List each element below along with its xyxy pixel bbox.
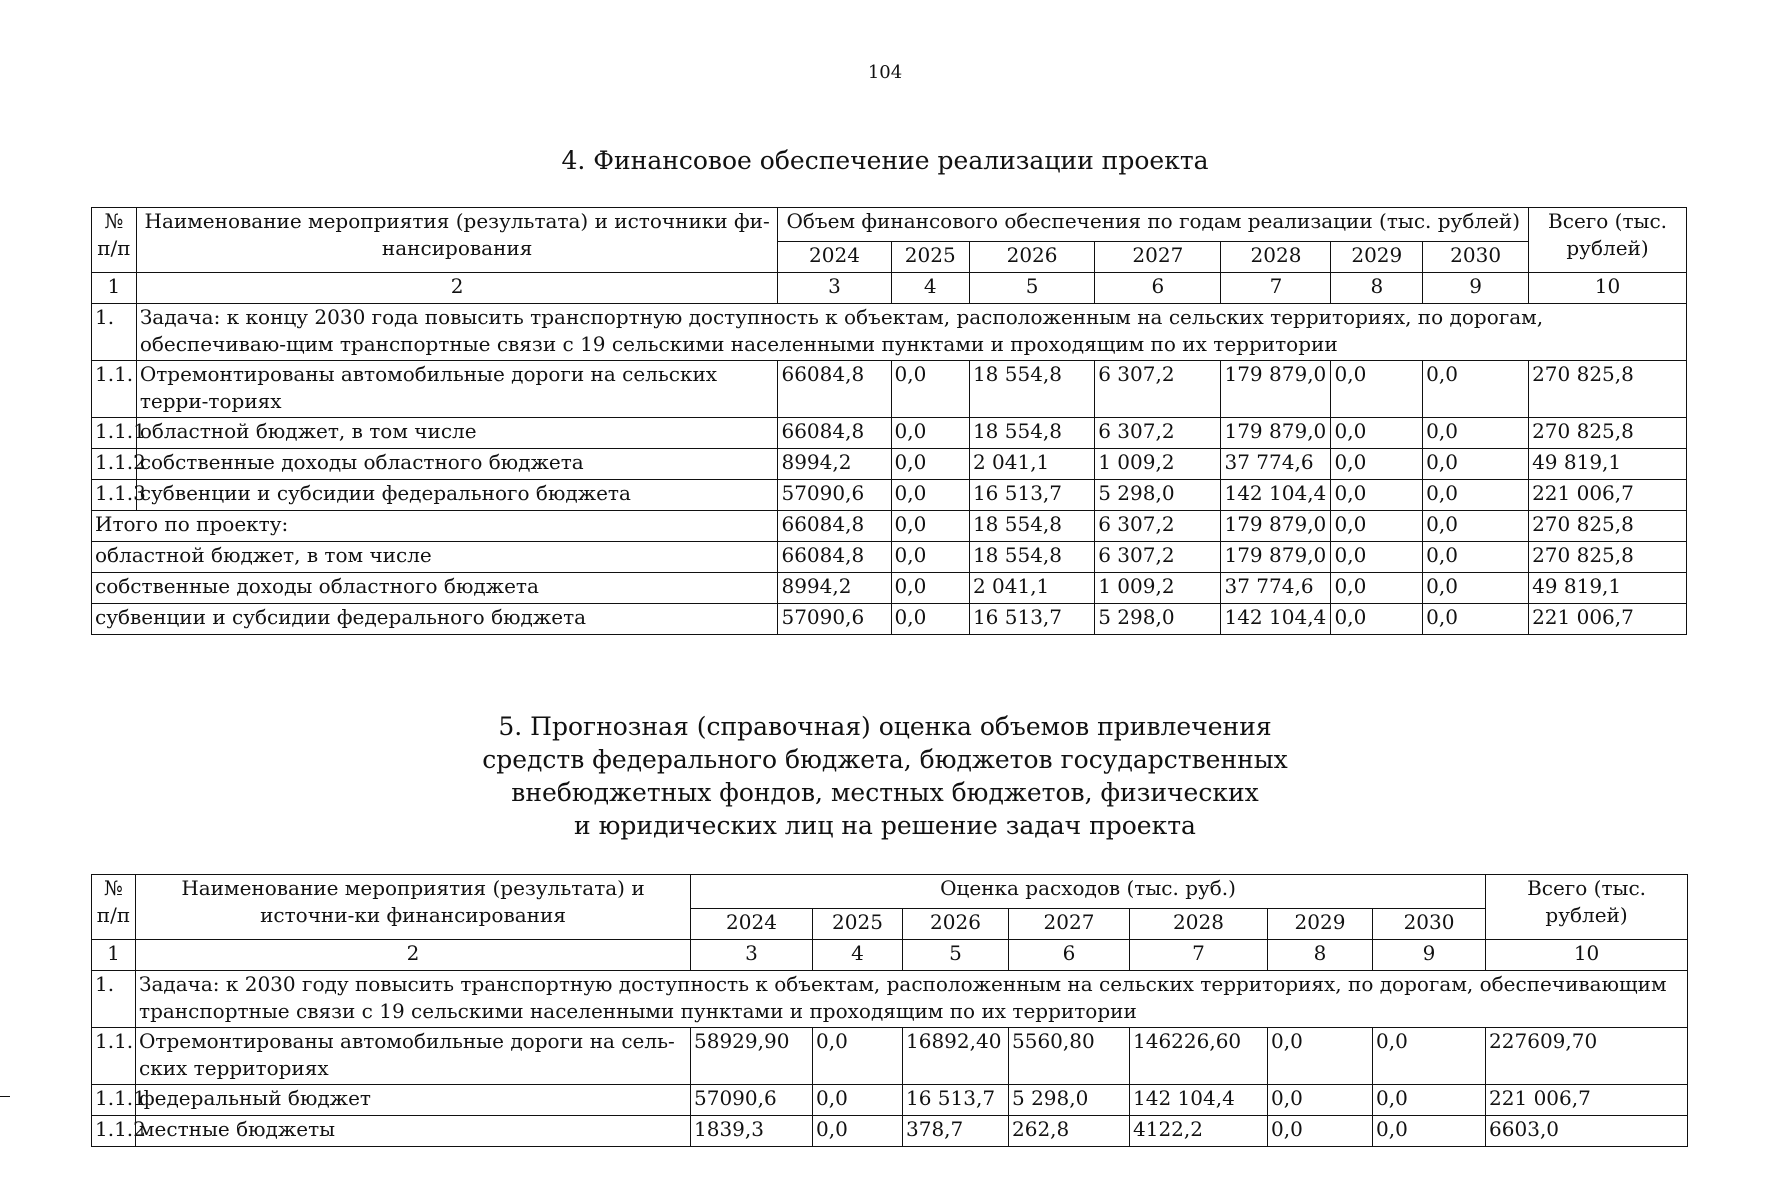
- row-value: 0,0: [1331, 480, 1423, 511]
- row-value: 0,0: [1268, 1116, 1373, 1147]
- row-value: 5560,80: [1009, 1028, 1130, 1085]
- row-num: 1.1.: [92, 361, 137, 418]
- row-name: областной бюджет, в том числе: [136, 418, 778, 449]
- financing-table: [91, 207, 1687, 635]
- task-row: [92, 304, 1687, 361]
- row-value: 1839,3: [691, 1116, 813, 1147]
- row-value: 4122,2: [1130, 1116, 1268, 1147]
- total-value: 1 009,2: [1095, 573, 1221, 604]
- row-value: 0,0: [1331, 418, 1423, 449]
- row-value: 270 825,8: [1529, 418, 1687, 449]
- data-row: [92, 1085, 1688, 1116]
- row-num: 1.1.2: [92, 449, 137, 480]
- row-value: 0,0: [1423, 480, 1529, 511]
- row-value: 0,0: [1373, 1085, 1486, 1116]
- total-value: 179 879,0: [1221, 511, 1331, 542]
- total-value: 8994,2: [778, 573, 891, 604]
- row-value: 6603,0: [1486, 1116, 1688, 1147]
- row-value: 0,0: [891, 361, 969, 418]
- column-number-row: [92, 273, 1687, 304]
- row-value: 16892,40: [903, 1028, 1009, 1085]
- column-number: 6: [1095, 273, 1221, 304]
- row-value: 18 554,8: [969, 418, 1094, 449]
- row-value: 6 307,2: [1095, 361, 1221, 418]
- total-row: [92, 573, 1687, 604]
- column-number: 1: [92, 273, 137, 304]
- section-5-title-line: средств федерального бюджета, бюджетов государственных: [482, 745, 1288, 774]
- row-value: 0,0: [813, 1116, 903, 1147]
- row-value: 142 104,4: [1221, 480, 1331, 511]
- row-value: 0,0: [1268, 1085, 1373, 1116]
- row-name: местные бюджеты: [136, 1116, 691, 1147]
- section-5-title: [0, 710, 1770, 842]
- header-name: Наименование мероприятия (результата) и источники фи-нансирования: [136, 208, 778, 273]
- column-number: 7: [1221, 273, 1331, 304]
- data-row: [92, 1028, 1688, 1085]
- total-value: 0,0: [891, 604, 969, 635]
- row-num: 1.1.2: [92, 1116, 136, 1147]
- total-value: 270 825,8: [1529, 511, 1687, 542]
- total-name: областной бюджет, в том числе: [92, 542, 778, 573]
- row-name: федеральный бюджет: [136, 1085, 691, 1116]
- header-year: 2027: [1009, 909, 1130, 940]
- row-value: 2 041,1: [969, 449, 1094, 480]
- row-value: 5 298,0: [1095, 480, 1221, 511]
- task-num: 1.: [92, 971, 136, 1028]
- total-value: 179 879,0: [1221, 542, 1331, 573]
- forecast-table: [91, 874, 1688, 1147]
- header-year: 2024: [691, 909, 813, 940]
- row-value: 0,0: [1268, 1028, 1373, 1085]
- row-value: 0,0: [813, 1085, 903, 1116]
- margin-mark: [0, 1096, 10, 1097]
- header-year: 2030: [1373, 909, 1486, 940]
- row-value: 179 879,0: [1221, 361, 1331, 418]
- data-row: [92, 480, 1687, 511]
- row-value: 58929,90: [691, 1028, 813, 1085]
- row-name: субвенции и субсидии федерального бюджета: [136, 480, 778, 511]
- row-value: 0,0: [1423, 418, 1529, 449]
- row-value: 66084,8: [778, 418, 891, 449]
- header-years-group: Объем финансового обеспечения по годам реализации (тыс. рублей): [778, 208, 1529, 242]
- total-row: [92, 511, 1687, 542]
- row-value: 0,0: [891, 480, 969, 511]
- total-value: 0,0: [1423, 604, 1529, 635]
- total-row: [92, 604, 1687, 635]
- header-num: № п/п: [92, 875, 136, 940]
- column-number: 5: [969, 273, 1094, 304]
- header-year: 2028: [1221, 242, 1331, 273]
- header-year: 2026: [969, 242, 1094, 273]
- header-year: 2028: [1130, 909, 1268, 940]
- row-value: 0,0: [1331, 449, 1423, 480]
- total-value: 18 554,8: [969, 511, 1094, 542]
- total-value: 0,0: [891, 542, 969, 573]
- header-name: Наименование мероприятия (результата) и источни-ки финансирования: [136, 875, 691, 940]
- column-number: 3: [691, 940, 813, 971]
- row-value: 8994,2: [778, 449, 891, 480]
- total-value: 2 041,1: [969, 573, 1094, 604]
- total-value: 0,0: [891, 573, 969, 604]
- data-row: [92, 449, 1687, 480]
- page-number: 104: [867, 62, 903, 83]
- header-total: Всего (тыс. рублей): [1486, 875, 1688, 940]
- column-number: 9: [1373, 940, 1486, 971]
- data-row: [92, 418, 1687, 449]
- total-value: 270 825,8: [1529, 542, 1687, 573]
- section-5-title-line: и юридических лиц на решение задач проекта: [574, 811, 1196, 840]
- task-row: [92, 971, 1688, 1028]
- total-value: 5 298,0: [1095, 604, 1221, 635]
- column-number: 2: [136, 273, 778, 304]
- header-year: 2024: [778, 242, 891, 273]
- row-value: 0,0: [891, 418, 969, 449]
- total-name: собственные доходы областного бюджета: [92, 573, 778, 604]
- row-value: 142 104,4: [1130, 1085, 1268, 1116]
- total-value: 221 006,7: [1529, 604, 1687, 635]
- row-name: Отремонтированы автомобильные дороги на сель-ских территориях: [136, 1028, 691, 1085]
- header-year: 2025: [813, 909, 903, 940]
- section-5-title-line: внебюджетных фондов, местных бюджетов, физических: [511, 778, 1259, 807]
- row-value: 6 307,2: [1095, 418, 1221, 449]
- total-value: 0,0: [1423, 573, 1529, 604]
- total-value: 0,0: [1331, 542, 1423, 573]
- total-value: 66084,8: [778, 542, 891, 573]
- header-total: Всего (тыс. рублей): [1529, 208, 1687, 273]
- row-value: 262,8: [1009, 1116, 1130, 1147]
- row-value: 270 825,8: [1529, 361, 1687, 418]
- row-value: 221 006,7: [1486, 1085, 1688, 1116]
- task-text: Задача: к 2030 году повысить транспортную доступность к объектам, расположенным на сельских территориях, по дорогам, обеспечивающим транспортные связи с 19 сельскими населенными пунктами и проходящим по их территории: [136, 971, 1688, 1028]
- task-num: 1.: [92, 304, 137, 361]
- column-number: 6: [1009, 940, 1130, 971]
- column-number-row: [92, 940, 1688, 971]
- header-year: 2029: [1268, 909, 1373, 940]
- header-year: 2025: [891, 242, 969, 273]
- row-value: 16 513,7: [969, 480, 1094, 511]
- header-row: [92, 208, 1687, 242]
- row-value: 5 298,0: [1009, 1085, 1130, 1116]
- total-value: 0,0: [1423, 511, 1529, 542]
- column-number: 9: [1423, 273, 1529, 304]
- row-value: 0,0: [813, 1028, 903, 1085]
- row-value: 57090,6: [778, 480, 891, 511]
- row-value: 0,0: [1373, 1028, 1486, 1085]
- total-value: 16 513,7: [969, 604, 1094, 635]
- row-value: 0,0: [1423, 449, 1529, 480]
- total-value: 0,0: [1331, 604, 1423, 635]
- row-value: 49 819,1: [1529, 449, 1687, 480]
- row-value: 66084,8: [778, 361, 891, 418]
- header-row: [92, 875, 1688, 909]
- row-value: 146226,60: [1130, 1028, 1268, 1085]
- column-number: 8: [1268, 940, 1373, 971]
- row-name: Отремонтированы автомобильные дороги на сельских терри-ториях: [136, 361, 778, 418]
- total-value: 49 819,1: [1529, 573, 1687, 604]
- row-num: 1.1.3: [92, 480, 137, 511]
- row-value: 18 554,8: [969, 361, 1094, 418]
- row-num: 1.1.1: [92, 1085, 136, 1116]
- column-number: 7: [1130, 940, 1268, 971]
- row-value: 179 879,0: [1221, 418, 1331, 449]
- row-value: 0,0: [1331, 361, 1423, 418]
- column-number: 10: [1486, 940, 1688, 971]
- column-number: 2: [136, 940, 691, 971]
- total-value: 0,0: [1331, 511, 1423, 542]
- row-value: 0,0: [891, 449, 969, 480]
- total-value: 18 554,8: [969, 542, 1094, 573]
- column-number: 3: [778, 273, 891, 304]
- total-value: 57090,6: [778, 604, 891, 635]
- header-year: 2029: [1331, 242, 1423, 273]
- column-number: 4: [891, 273, 969, 304]
- section-5-title-line: 5. Прогнозная (справочная) оценка объемов привлечения: [498, 712, 1272, 741]
- total-value: 6 307,2: [1095, 542, 1221, 573]
- total-value: 142 104,4: [1221, 604, 1331, 635]
- total-value: 37 774,6: [1221, 573, 1331, 604]
- column-number: 4: [813, 940, 903, 971]
- total-value: 0,0: [1423, 542, 1529, 573]
- column-number: 10: [1529, 273, 1687, 304]
- header-years-group: Оценка расходов (тыс. руб.): [691, 875, 1486, 909]
- column-number: 5: [903, 940, 1009, 971]
- total-value: 0,0: [1331, 573, 1423, 604]
- header-year: 2027: [1095, 242, 1221, 273]
- row-value: 57090,6: [691, 1085, 813, 1116]
- total-value: 66084,8: [778, 511, 891, 542]
- total-row: [92, 542, 1687, 573]
- header-year: 2026: [903, 909, 1009, 940]
- header-num: № п/п: [92, 208, 137, 273]
- total-name: Итого по проекту:: [92, 511, 778, 542]
- row-name: собственные доходы областного бюджета: [136, 449, 778, 480]
- section-4-title: 4. Финансовое обеспечение реализации проекта: [561, 146, 1209, 175]
- row-num: 1.1.1: [92, 418, 137, 449]
- row-value: 378,7: [903, 1116, 1009, 1147]
- row-num: 1.1.: [92, 1028, 136, 1085]
- task-text: Задача: к концу 2030 года повысить транспортную доступность к объектам, расположенным на сельских территориях, по дорогам, обеспечиваю-щим транспортные связи с 19 сельскими населенными пунктами и проходящим по их территории: [136, 304, 1686, 361]
- data-row: [92, 361, 1687, 418]
- row-value: 221 006,7: [1529, 480, 1687, 511]
- column-number: 8: [1331, 273, 1423, 304]
- data-row: [92, 1116, 1688, 1147]
- total-value: 0,0: [891, 511, 969, 542]
- row-value: 0,0: [1373, 1116, 1486, 1147]
- header-year: 2030: [1423, 242, 1529, 273]
- column-number: 1: [92, 940, 136, 971]
- total-value: 6 307,2: [1095, 511, 1221, 542]
- total-name: субвенции и субсидии федерального бюджета: [92, 604, 778, 635]
- row-value: 227609,70: [1486, 1028, 1688, 1085]
- row-value: 0,0: [1423, 361, 1529, 418]
- row-value: 1 009,2: [1095, 449, 1221, 480]
- row-value: 16 513,7: [903, 1085, 1009, 1116]
- row-value: 37 774,6: [1221, 449, 1331, 480]
